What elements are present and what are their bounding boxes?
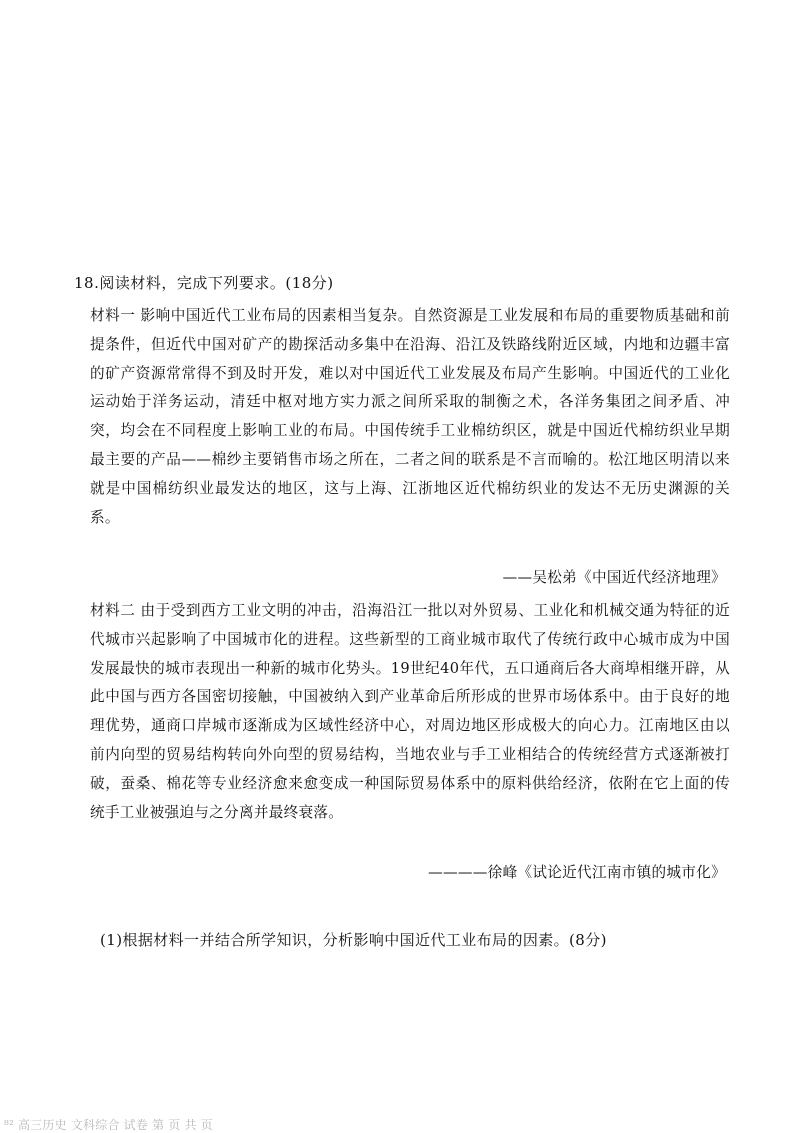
material-two-source: ————徐峰《试论近代江南市镇的城市化》 [428,864,726,881]
sub-question-1: (1)根据材料一并结合所学知识，分析影响中国近代工业布局的因素。(8分) [100,931,607,949]
material-one-source: ——吴松弟《中国近代经济地理》 [502,569,726,586]
material-one-text: 材料一 影响中国近代工业布局的因素相当复杂。自然资源是工业发展和布局的重要物质基础和前提条件，但近代中国对矿产的勘探活动多集中在沿海、沿江及铁路线附近区域，内地和边疆丰富的矿产资源常常得不到及时开发，难以对中国近代工业发展及布局产生影响。中国近代的工业化运动始于洋务运动，清廷中枢对地方实力派之间所采取的制衡之术，各洋务集团之间矛盾、冲突，均会在不同程度上影响工业的布局。中国传统手工业棉纺织区，就是中国近代棉纺织业早期最主要的产品——棉纱主要销售市场之所在，二者之间的联系是不言而喻的。松江地区明清以来就是中国棉纺织业最发达的地区，这与上海、江浙地区近代棉纺织业的发达不无历史渊源的关系。 [90,307,730,526]
page-footer: ⁸² 高三历史 文科综合 试卷 第 页 共 页 [4,1118,213,1132]
question-title: 18.阅读材料，完成下列要求。(18分) [74,274,334,292]
material-two-text: 材料二 由于受到西方工业文明的冲击，沿海沿江一批以对外贸易、工业化和机械交通为特征的近代城市兴起影响了中国城市化的进程。这些新型的工商业城市取代了传统行政中心城市成为中国发展最快的城市表现出一种新的城市化势头。19世纪40年代，五口通商后各大商埠相继开辟，从此中国与西方各国密切接触，中国被纳入到产业革命后所形成的世界市场体系中。由于良好的地理优势，通商口岸城市逐渐成为区域性经济中心，对周边地区形成极大的向心力。江南地区由以前内向型的贸易结构转向外向型的贸易结构，当地农业与手工业相结合的传统经营方式逐渐被打破，蚕桑、棉花等专业经济愈来愈变成一种国际贸易体系中的原料供给经济，依附在它上面的传统手工业被强迫与之分离并最终衰落。 [90,602,730,821]
